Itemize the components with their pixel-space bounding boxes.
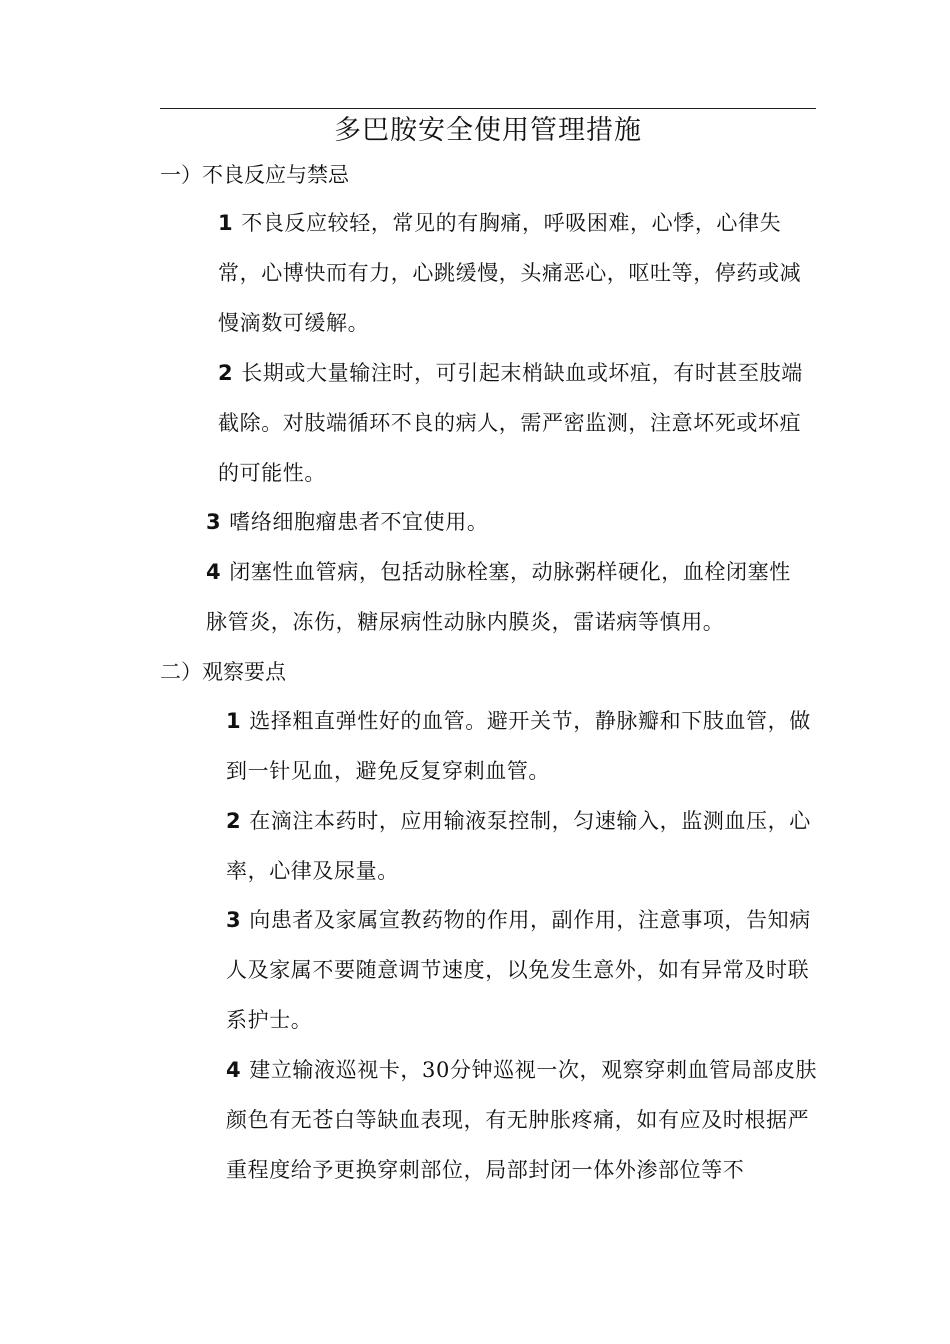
item-number: 2 <box>226 809 242 833</box>
item-number: 1 <box>226 709 242 733</box>
section-heading-2: 二）观察要点 <box>160 660 286 684</box>
item-text: 嗜络细胞瘤患者不宜使用。 <box>229 510 489 534</box>
item-number: 1 <box>218 211 234 235</box>
section-1-item-2 <box>218 348 808 498</box>
item-number: 3 <box>206 510 222 534</box>
item-text: 在滴注本药时，应用输液泵控制，匀速输入，监测血压，心率，心律及尿量。 <box>226 809 811 883</box>
item-text: 向患者及家属宣教药物的作用，副作用，注意事项，告知病人及家属不要随意调节速度，以免发生意外，如有异常及时联系护士。 <box>226 908 811 1032</box>
section-1-item-3 <box>206 497 810 547</box>
item-text: 闭塞性血管病，包括动脉栓塞，动脉粥样硬化，血栓闭塞性脉管炎，冻伤，糖尿病性动脉内膜炎，雷诺病等慎用。 <box>206 560 791 634</box>
section-1-item-1 <box>218 198 808 348</box>
item-number: 2 <box>218 361 234 385</box>
item-number: 4 <box>206 560 222 584</box>
item-text: 不良反应较轻，常见的有胸痛，呼吸困难，心悸，心律失常，心博快而有力，心跳缓慢，头痛恶心，呕吐等，停药或减慢滴数可缓解。 <box>218 211 802 335</box>
page-title: 多巴胺安全使用管理措施 <box>334 115 642 146</box>
section-heading-1: 一）不良反应与禁忌 <box>160 163 349 187</box>
item-text: 建立输液巡视卡，30分钟巡视一次，观察穿刺血管局部皮肤颜色有无苍白等缺血表现，有无肿胀疼痛，如有应及时根据严重程度给予更换穿刺部位，局部封闭一体外渗部位等不 <box>226 1058 818 1182</box>
header-rule <box>160 108 816 109</box>
item-number: 3 <box>226 908 242 932</box>
section-2-item-4 <box>226 1045 818 1195</box>
item-number: 4 <box>226 1058 242 1082</box>
section-2-item-2 <box>226 796 818 896</box>
section-2-item-1 <box>226 696 818 796</box>
item-text: 选择粗直弹性好的血管。避开关节，静脉瓣和下肢血管，做到一针见血，避免反复穿刺血管。 <box>226 709 811 783</box>
item-text: 长期或大量输注时，可引起末梢缺血或坏疽，有时甚至肢端截除。对肢端循环不良的病人，需严密监测，注意坏死或坏疽的可能性。 <box>218 361 803 485</box>
section-2-item-3 <box>226 895 818 1045</box>
section-1-item-4 <box>206 547 812 647</box>
